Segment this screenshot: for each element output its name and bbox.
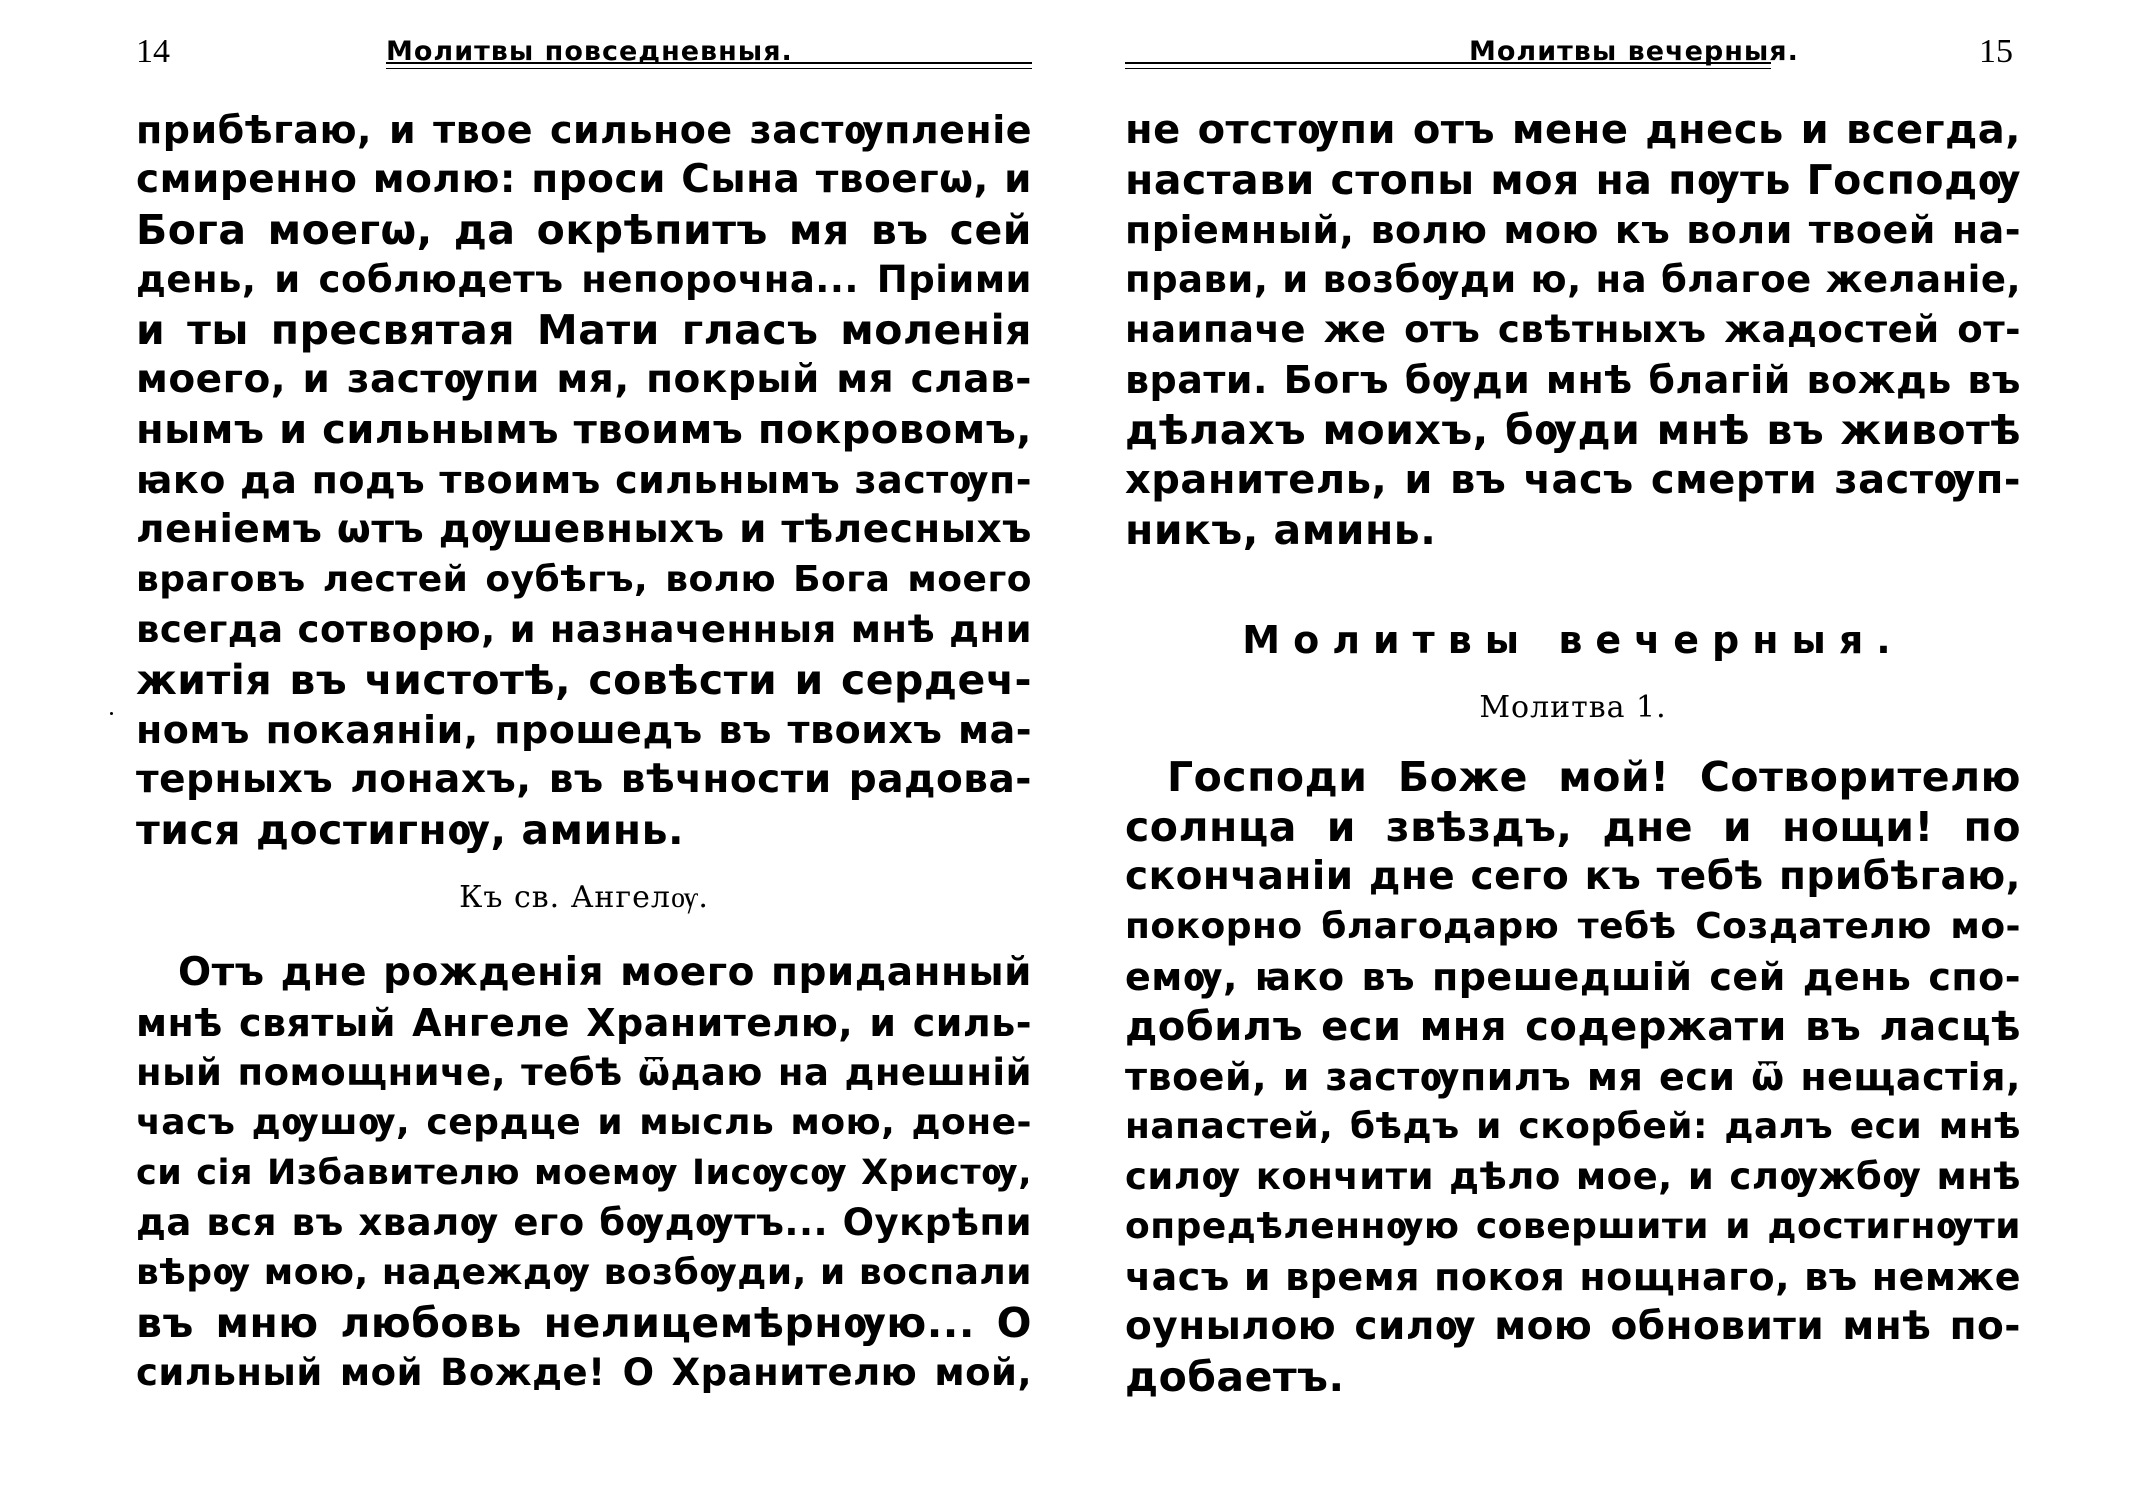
- text-line: солнца и звѣздъ, дне и нощи! по: [1125, 803, 2021, 851]
- text-line: смиренно молю: проси Сына твоегѡ, и: [136, 157, 1032, 202]
- text-line: вѣрѹ мою, надеждѹ возбѹди, и воспали: [136, 1252, 1032, 1293]
- subheading: Молитва 1.: [1479, 690, 1667, 725]
- text-line: не отстѹпи отъ мене днесь и всегда,: [1125, 107, 2021, 153]
- text-line: напастей, бѣдъ и скорбей: далъ еси мнѣ: [1125, 1106, 2021, 1147]
- header-rule: [1125, 62, 1771, 64]
- text-line: номъ покаяніи, прошедъ въ твоихъ ма-: [136, 708, 1032, 752]
- text-line: день, и соблюдетъ непорочна... Пріими: [136, 258, 1032, 301]
- text-line: нымъ и сильнымъ твоимъ покровомъ,: [136, 407, 1032, 453]
- text-line: никъ, аминь.: [1125, 506, 1437, 554]
- text-line: въ мню любовь нелицемѣрнѹю... О: [136, 1299, 1032, 1347]
- text-line: часъ и время покоя нощнаго, въ немже: [1125, 1255, 2021, 1299]
- text-line: добилъ еси мня содержати въ ласцѣ: [1125, 1004, 2021, 1050]
- text-line: Бога моегѡ, да окрѣпитъ мя въ сей: [136, 206, 1032, 254]
- text-line: сильный мой Вожде! О Хранителю мой,: [136, 1351, 1032, 1394]
- text-line: прибѣгаю, и твое сильное застѹпленіе: [136, 108, 1032, 152]
- print-speck: [110, 712, 113, 715]
- text-line: да вся въ хвалѹ его бѹдѹтъ... Оукрѣпи: [136, 1201, 1032, 1244]
- text-line: настави стопы моя на пѹть Господѹ: [1125, 156, 2021, 204]
- text-line: Господи Боже мой! Сотворителю: [1167, 753, 2021, 801]
- text-line: всегда сотворю, и назначенныя мнѣ дни: [136, 608, 1032, 651]
- left-page-header: [136, 28, 1032, 72]
- text-line: дѣлахъ моихъ, бѹди мнѣ въ животѣ: [1125, 406, 2021, 454]
- text-line: и ты пресвятая Мати гласъ моленія: [136, 306, 1032, 354]
- text-line: емѹ, ꙗко въ прешедшій сей день спо-: [1125, 955, 2021, 999]
- text-line: часъ дѹшѹ, сердце и мысль мою, доне-: [136, 1102, 1032, 1143]
- page-number: 15: [1979, 33, 2013, 70]
- running-title: Молитвы вечерныя.: [1469, 36, 1799, 67]
- page-number: 14: [136, 33, 170, 70]
- text-line: ꙗко да подъ твоимъ сильнымъ застѹп-: [136, 458, 1032, 502]
- text-line: житія въ чистотѣ, совѣсти и сердеч-: [136, 656, 1032, 704]
- paragraph-1: [136, 105, 1032, 855]
- text-line: моего, и застѹпи мя, покрый мя слав-: [136, 357, 1032, 402]
- paragraph-2: [1125, 752, 2021, 1402]
- text-line: покорно благодарю тебѣ Создателю мо-: [1125, 906, 2021, 947]
- right-page-header: [1125, 28, 2021, 72]
- text-line: наипаче же отъ свѣтныхъ жадостей от-: [1125, 308, 2021, 351]
- paragraph-2: [136, 948, 1032, 1398]
- text-line: враговъ лестей оубѣгъ, волю Бога моего: [136, 559, 1032, 600]
- text-line: твоей, и застѹпилъ мя еси ѿ нещастія,: [1125, 1055, 2021, 1099]
- text-line: терныхъ лонахъ, въ вѣчности радова-: [136, 757, 1032, 802]
- paragraph-1: [1125, 105, 2021, 555]
- text-line: ный помощниче, тебѣ ѿдаю на днешній: [136, 1051, 1032, 1094]
- subheading: Къ св. Ангелѹ.: [459, 880, 709, 915]
- text-line: си сія Избавителю моемѹ Іисѹсѹ Христѹ,: [136, 1153, 1032, 1193]
- text-line: хранитель, и въ часъ смерти застѹп-: [1125, 457, 2021, 503]
- text-line: мнѣ святый Ангеле Хранителю, и силь-: [136, 1001, 1032, 1045]
- text-line: добаетъ.: [1125, 1353, 1345, 1401]
- text-line: Отъ дне рожденія моего приданный: [178, 950, 1032, 995]
- text-line: опредѣленнѹю совершити и достигнѹти: [1125, 1206, 2021, 1247]
- right-page: [1069, 0, 2138, 1500]
- text-line: врати. Богъ бѹди мнѣ благій вождь въ: [1125, 358, 2021, 402]
- text-line: прави, и возбѹди ю, на благое желаніе,: [1125, 258, 2021, 301]
- text-line: леніемъ ѡтъ дѹшевныхъ и тѣлесныхъ: [136, 507, 1032, 552]
- text-line: силѹ кончити дѣло мое, и слѹжбѹ мнѣ: [1125, 1155, 2021, 1198]
- text-line: тися достигнѹ, аминь.: [136, 806, 685, 854]
- header-rule: [386, 62, 1032, 64]
- text-line: пріемный, волю мою къ воли твоей на-: [1125, 208, 2021, 252]
- running-title: Молитвы повседневныя.: [386, 36, 793, 67]
- text-line: скончаніи дне сего къ тебѣ прибѣгаю,: [1125, 854, 2021, 899]
- text-line: оунылою силѹ мою обновити мнѣ по-: [1125, 1304, 2021, 1349]
- section-title: Молитвы вечерныя.: [1242, 618, 1904, 662]
